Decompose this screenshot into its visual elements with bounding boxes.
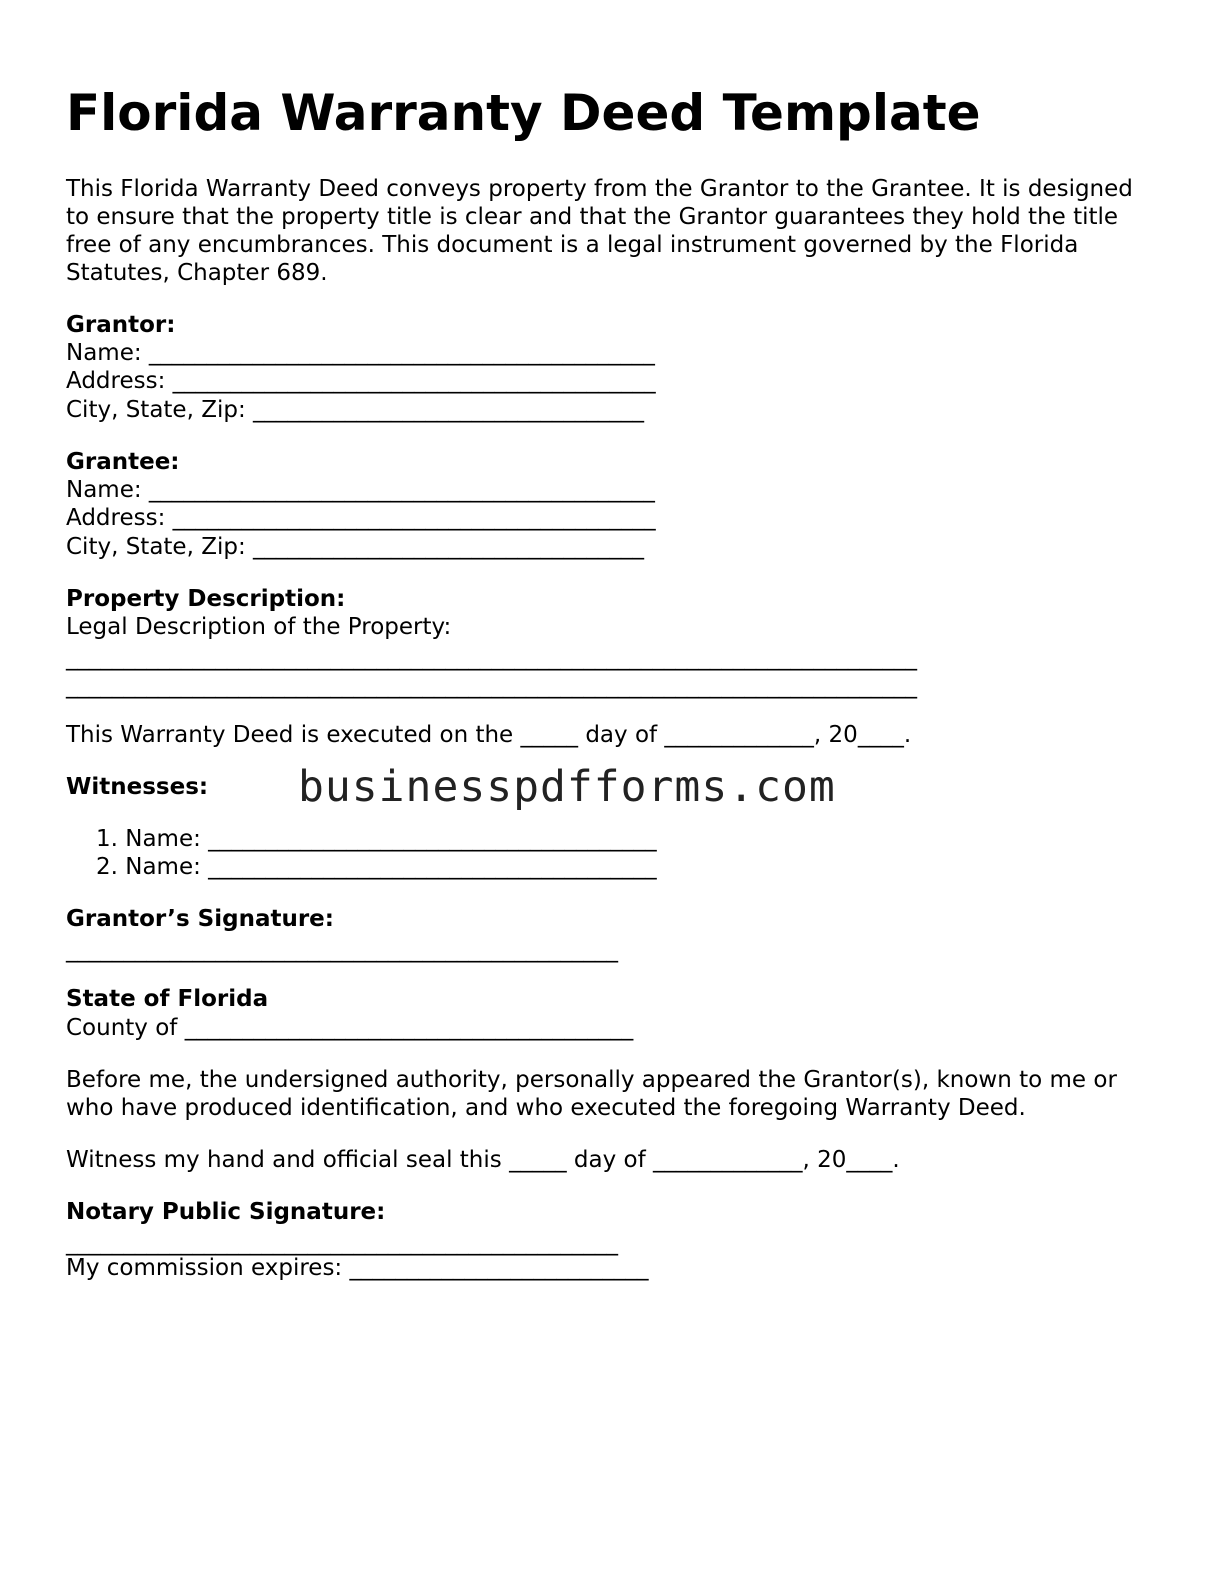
commission-expires-field: My commission expires: __________________________ bbox=[66, 1255, 649, 1281]
grantor-signature-line: ________________________________________________ bbox=[66, 937, 618, 963]
state-heading: State of Florida bbox=[66, 986, 269, 1012]
watermark-text: businesspdfforms.com bbox=[298, 762, 836, 812]
grantor-signature-heading: Grantor’s Signature: bbox=[66, 906, 334, 932]
grantee-city-field: City, State, Zip: __________________________________ bbox=[66, 534, 645, 560]
intro-paragraph: This Florida Warranty Deed conveys property from the Grantor to the Grantee. It is designed to ensure that the property title is clear and that the Grantor guarantees they hold the title free of any encumbrances. This document is a legal instrument governed by the Florida Statutes, Chapter 689. bbox=[66, 176, 1133, 286]
property-line-2: __________________________________________________________________________ bbox=[66, 673, 917, 699]
grantee-heading: Grantee: bbox=[66, 449, 180, 475]
grantor-heading: Grantor: bbox=[66, 312, 176, 338]
grantee-name-field: Name: ____________________________________________ bbox=[66, 477, 655, 503]
county-field: County of _______________________________________ bbox=[66, 1015, 634, 1041]
property-label: Legal Description of the Property: bbox=[66, 614, 452, 640]
witnesses-heading: Witnesses: bbox=[66, 774, 209, 800]
grantor-name-field: Name: ____________________________________________ bbox=[66, 340, 655, 366]
notary-signature-heading: Notary Public Signature: bbox=[66, 1199, 386, 1225]
page-title: Florida Warranty Deed Template bbox=[66, 84, 981, 142]
execution-date-line: This Warranty Deed is executed on the _____ day of _____________, 20____. bbox=[66, 722, 912, 748]
notary-witness-date-line: Witness my hand and official seal this _____ day of _____________, 20____. bbox=[66, 1147, 900, 1173]
grantor-city-field: City, State, Zip: __________________________________ bbox=[66, 397, 645, 423]
witness-2-field: 2. Name: _______________________________________ bbox=[96, 854, 657, 880]
property-line-1: __________________________________________________________________________ bbox=[66, 645, 917, 671]
notary-signature-line: ________________________________________________ bbox=[66, 1230, 618, 1256]
witness-1-field: 1. Name: _______________________________________ bbox=[96, 826, 657, 852]
notary-statement: Before me, the undersigned authority, personally appeared the Grantor(s), known to me or who have produced identification, and who executed the foregoing Warranty Deed. bbox=[66, 1067, 1117, 1121]
property-heading: Property Description: bbox=[66, 586, 346, 612]
grantee-address-field: Address: __________________________________________ bbox=[66, 505, 656, 531]
grantor-address-field: Address: __________________________________________ bbox=[66, 368, 656, 394]
